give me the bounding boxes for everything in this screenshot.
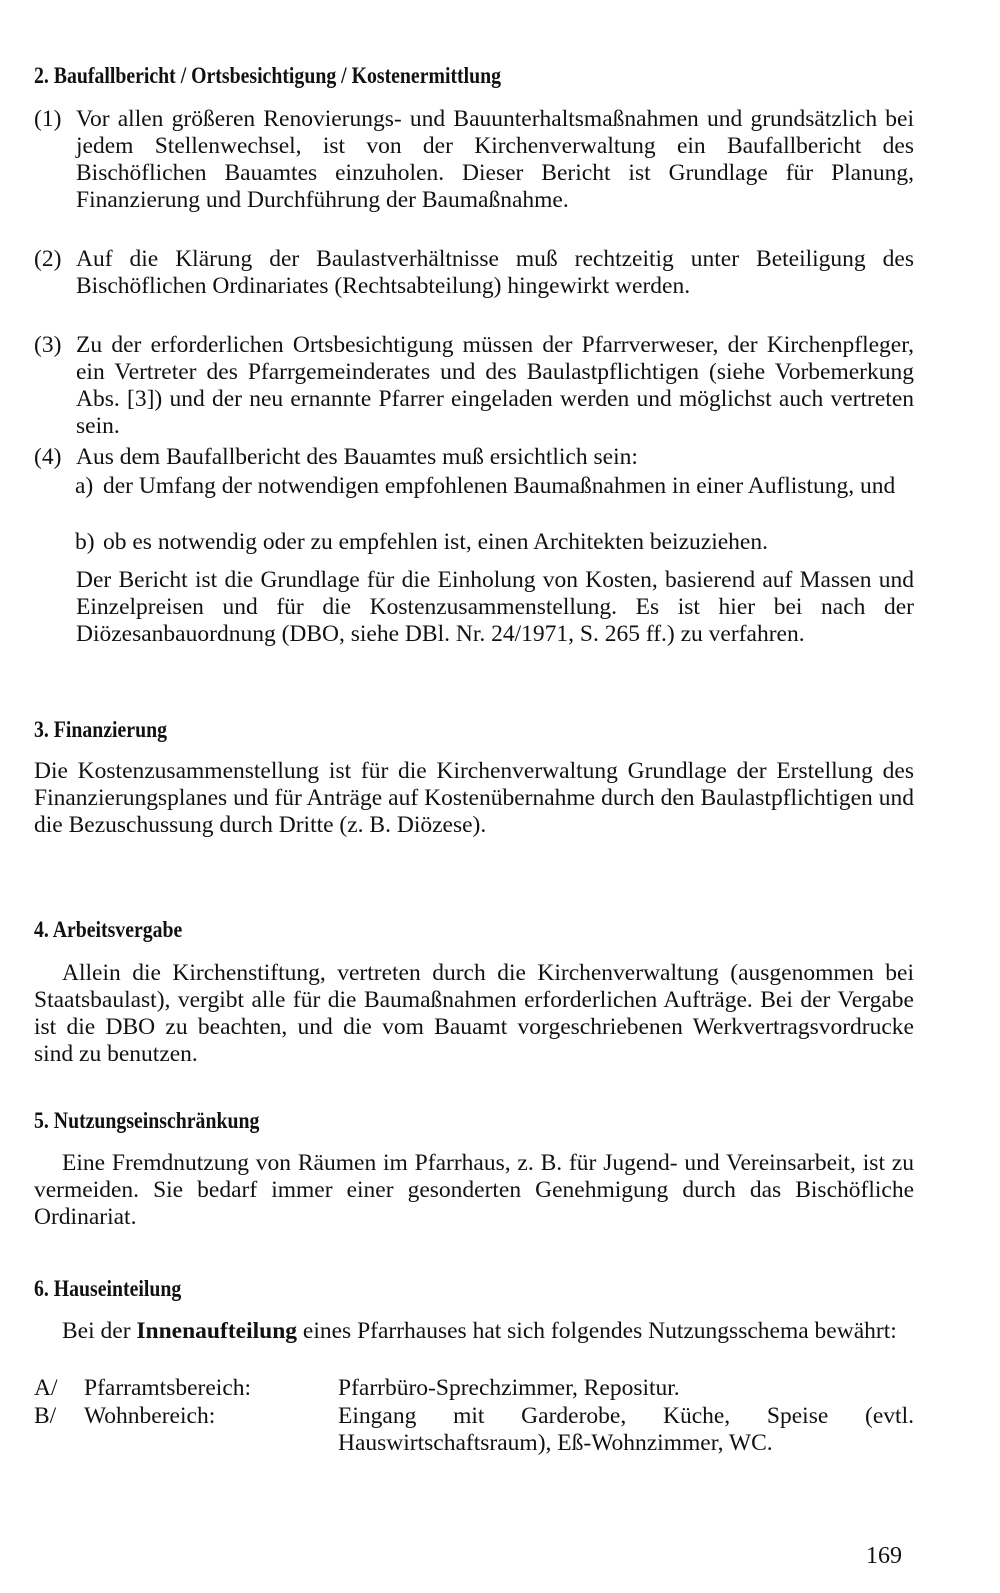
item-4-number: (4) [34,444,62,470]
section-6-intro-after: eines Pfarrhauses hat sich folgendes Nutzungsschema bewährt: [302,1318,897,1344]
section-6-intro [34,1318,914,1345]
subitem-b-text: ob es notwendig oder zu empfehlen ist, einen Architekten beizuziehen. [103,529,768,555]
subitem-a-letter: a) [75,473,94,499]
section-6-heading: 6. Hauseinteilung [34,1276,182,1301]
item-3-number: (3) [34,332,62,358]
section-6-intro-before: Bei der [62,1318,131,1344]
row-a-label: Pfarramtsbereich: [84,1375,252,1401]
item-2-text: Auf die Klärung der Baulastverhältnisse muß rechtzeitig unter Beteiligung des Bischöflichen Ordinariates (Rechtsabteilung) hingewirkt werden. [76,246,914,299]
row-b-value: Eingang mit Garderobe, Küche, Speise (evtl. Hauswirtschaftsraum), Eß-Wohnzimmer, WC. [338,1403,914,1456]
section-4-text: Allein die Kirchenstiftung, vertreten durch die Kirchenverwaltung (ausgenommen bei Staatsbaulast), vergibt alle für die Baumaßnahmen erforderlichen Aufträge. Bei der Vergabe ist die DBO zu beachten, und die vom Bauamt vorgeschriebenen Werkvertragsvordrucke sind zu benutzen. [34,960,914,1067]
section-3-text: Die Kostenzusammenstellung ist für die Kirchenverwaltung Grundlage der Erstellung des Finanzierungsplanes und für Anträge auf Kostenübernahme durch den Baulastpflichtigen und die Bezuschussung durch Dritte (z. B. Diözese). [34,758,914,838]
item-3-text: Zu der erforderlichen Ortsbesichtigung müssen der Pfarrverweser, der Kirchenpfleger, ein Vertreter des Pfarrgemeinderates und des Baulastpflichtigen (siehe Vorbemerkung Abs. [3]) und der neu ernannte Pfarrer eingeladen werden und möglichst auch vertreten sein. [76,332,914,439]
page-number: 169 [866,1543,902,1569]
subitem-b-letter: b) [75,529,95,555]
section-5-heading: 5. Nutzungseinschränkung [34,1108,260,1133]
row-b-code: B/ [34,1403,57,1429]
item-1-text: Vor allen größeren Renovierungs- und Bauunterhaltsmaßnahmen und grundsätzlich bei jedem Stellenwechsel, ist von der Kirchenverwaltung ein Baufallbericht des Bischöflichen Bauamtes einzuholen. Dieser Bericht ist Grundlage für Planung, Finanzierung und Durchführung der Baumaßnahme. [76,106,914,213]
item-2-number: (2) [34,246,62,272]
section-3-heading: 3. Finanzierung [34,717,167,742]
row-a-code: A/ [34,1375,58,1401]
section-2-heading: 2. Baufallbericht / Ortsbesichtigung / Kostenermittlung [34,63,502,88]
item-1-number: (1) [34,106,62,132]
section-2-closing: Der Bericht ist die Grundlage für die Einholung von Kosten, basierend auf Massen und Einzelpreisen und für die Kostenzusammenstellung. Es ist hier bei nach der Diözesanbauordnung (DBO, siehe DBl. Nr. 24/1971, S. 265 ff.) zu verfahren. [76,567,914,647]
row-b-label: Wohnbereich: [84,1403,216,1429]
row-a-value: Pfarrbüro-Sprechzimmer, Repositur. [338,1375,680,1401]
subitem-a-text: der Umfang der notwendigen empfohlenen Baumaßnahmen in einer Auflistung, und [103,473,896,499]
item-4-text: Aus dem Baufallbericht des Bauamtes muß ersichtlich sein: [76,444,638,470]
section-5-text: Eine Fremdnutzung von Räumen im Pfarrhaus, z. B. für Jugend- und Vereinsarbeit, ist zu vermeiden. Sie bedarf immer einer gesonderten Genehmigung durch das Bischöfliche Ordinariat. [34,1150,914,1230]
section-6-intro-bold: Innenaufteilung [136,1318,298,1344]
section-4-heading: 4. Arbeitsvergabe [34,917,183,942]
